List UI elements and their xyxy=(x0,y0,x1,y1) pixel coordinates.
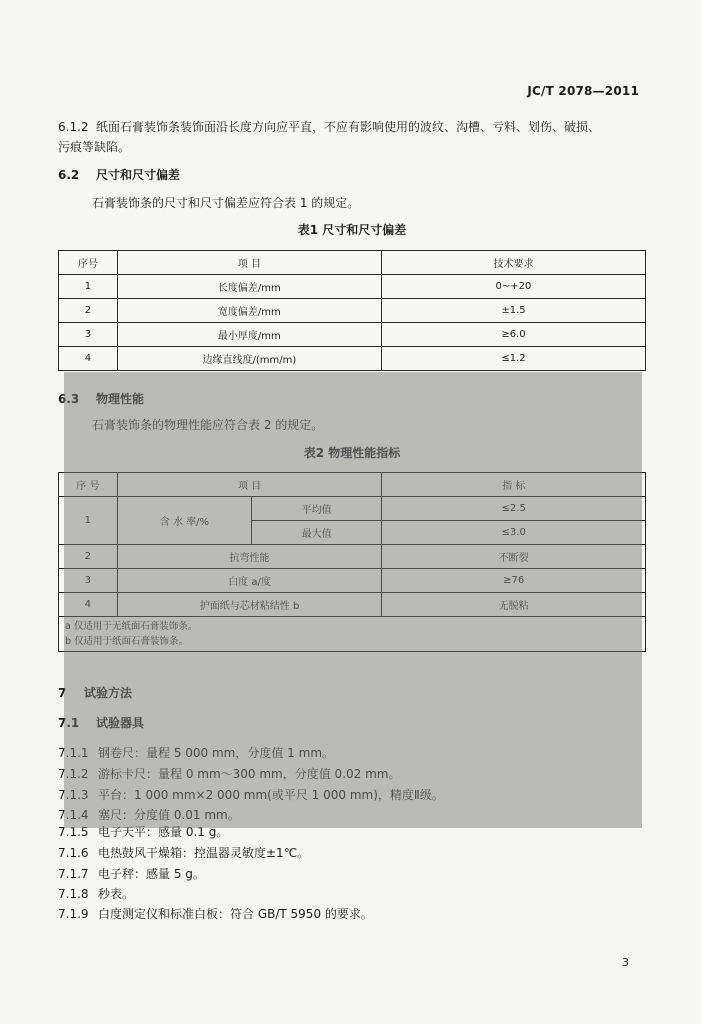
table-cell: ≤2.5 xyxy=(382,497,646,521)
list-item xyxy=(58,786,444,803)
table-cell: 1 xyxy=(59,497,118,545)
clause-number: 6.1.2 xyxy=(58,120,89,134)
list-item xyxy=(58,765,400,782)
clause-text: 平台：1 000 mm×2 000 mm(或平尺 1 000 mm)，精度Ⅱ级。 xyxy=(98,788,444,802)
table-cell: ±1.5 xyxy=(381,299,645,323)
table-cell: ≤1.2 xyxy=(381,347,645,371)
clause-text: 游标卡尺：量程 0 mm～300 mm，分度值 0.02 mm。 xyxy=(98,767,401,781)
section-title: 物理性能 xyxy=(96,392,145,406)
table-cell: 边缘直线度/(mm/m) xyxy=(117,347,381,371)
clause-text: 秒表。 xyxy=(98,887,135,901)
table-cell: 不断裂 xyxy=(382,545,646,569)
table-row xyxy=(59,347,646,371)
table-cell: ≥6.0 xyxy=(381,323,645,347)
footnote: b 仅适用于纸面石膏装饰条。 xyxy=(65,636,189,647)
table-header-cell: 序 号 xyxy=(59,473,118,497)
clause-number: 7.1.3 xyxy=(58,788,89,802)
table-cell: ≥76 xyxy=(382,569,646,593)
list-item xyxy=(58,823,228,840)
table-cell: 长度偏差/mm xyxy=(117,275,381,299)
clause-number: 7.1.7 xyxy=(58,867,89,881)
clause-number: 7.1.8 xyxy=(58,887,89,901)
table-row xyxy=(59,593,646,617)
table-row xyxy=(59,545,646,569)
section-7-heading xyxy=(58,684,132,701)
footnote-cell xyxy=(59,617,646,652)
document-code: JC/T 2078—2011 xyxy=(527,84,639,98)
table-cell: 2 xyxy=(59,545,118,569)
clause-text: 电子秤：感量 5 g。 xyxy=(98,867,205,881)
table-header-cell: 指 标 xyxy=(382,473,646,497)
section-title: 试验器具 xyxy=(96,716,145,730)
table-cell: 4 xyxy=(59,593,118,617)
table-row xyxy=(59,299,646,323)
clause-text: 纸面石膏装饰条装饰面沿长度方向应平直，不应有影响使用的波纹、沟槽、亏料、划伤、破损、 xyxy=(96,120,601,134)
table1 xyxy=(58,250,646,371)
clause-text: 塞尺：分度值 0.01 mm。 xyxy=(98,808,240,822)
table-cell: ≤3.0 xyxy=(382,521,646,545)
table-cell: 0~+20 xyxy=(381,275,645,299)
table-cell: 含 水 率/% xyxy=(117,497,251,545)
section-number: 6.2 xyxy=(58,168,80,182)
table-cell: 最小厚度/mm xyxy=(117,323,381,347)
list-item xyxy=(58,806,240,823)
table-cell: 最大值 xyxy=(252,521,382,545)
table-cell: 宽度偏差/mm xyxy=(117,299,381,323)
table-cell: 3 xyxy=(59,323,118,347)
table-cell: 1 xyxy=(59,275,118,299)
list-item xyxy=(58,844,309,861)
table-header-cell: 序号 xyxy=(59,251,118,275)
table1-caption: 表1 尺寸和尺寸偏差 xyxy=(297,223,407,237)
section-number: 6.3 xyxy=(58,392,80,406)
table2-caption: 表2 物理性能指标 xyxy=(303,446,401,460)
section-6-2-body: 石膏装饰条的尺寸和尺寸偏差应符合表 1 的规定。 xyxy=(92,196,360,210)
clause-text: 白度测定仪和标准白板：符合 GB/T 5950 的要求。 xyxy=(98,907,373,921)
table-header-row xyxy=(59,251,646,275)
clause-number: 7.1.1 xyxy=(58,746,89,760)
clause-number: 7.1.4 xyxy=(58,808,89,822)
list-item xyxy=(58,744,334,761)
clause-number: 7.1.2 xyxy=(58,767,89,781)
clause-text: 钢卷尺：量程 5 000 mm，分度值 1 mm。 xyxy=(98,746,335,760)
clause-number: 7.1.9 xyxy=(58,907,89,921)
section-6-3-heading xyxy=(58,390,144,407)
clause-6-1-2 xyxy=(58,118,600,135)
list-item xyxy=(58,865,205,882)
table-cell: 2 xyxy=(59,299,118,323)
table-cell: 护面纸与芯材粘结性 b xyxy=(117,593,382,617)
table-row xyxy=(59,275,646,299)
table-header-cell: 项 目 xyxy=(117,473,382,497)
table-cell: 白度 a/度 xyxy=(117,569,382,593)
table-header-cell: 技术要求 xyxy=(381,251,645,275)
section-number: 7.1 xyxy=(58,716,80,730)
clause-number: 7.1.6 xyxy=(58,846,89,860)
list-item xyxy=(58,905,373,922)
clause-number: 7.1.5 xyxy=(58,825,89,839)
table-cell: 3 xyxy=(59,569,118,593)
table-cell: 平均值 xyxy=(252,497,382,521)
table-row xyxy=(59,497,646,521)
table-row xyxy=(59,323,646,347)
section-6-3-body: 石膏装饰条的物理性能应符合表 2 的规定。 xyxy=(92,418,324,432)
page-number: 3 xyxy=(622,956,629,969)
footnote: a 仅适用于无纸面石膏装饰条。 xyxy=(65,621,198,632)
section-title: 试验方法 xyxy=(84,686,133,700)
list-item xyxy=(58,885,134,902)
table-cell: 抗弯性能 xyxy=(117,545,382,569)
table2 xyxy=(58,472,646,652)
table-row xyxy=(59,569,646,593)
clause-6-1-2-continued: 污痕等缺陷。 xyxy=(58,140,131,154)
clause-text: 电子天平：感量 0.1 g。 xyxy=(98,825,229,839)
section-number: 7 xyxy=(58,686,67,700)
table-cell: 4 xyxy=(59,347,118,371)
table-header-cell: 项 目 xyxy=(117,251,381,275)
clause-text: 电热鼓风干燥箱：控温器灵敏度±1℃。 xyxy=(98,846,310,860)
table-footnotes xyxy=(59,617,646,652)
table-header-row xyxy=(59,473,646,497)
section-title: 尺寸和尺寸偏差 xyxy=(96,168,181,182)
section-6-2-heading xyxy=(58,166,180,183)
table-cell: 无脱粘 xyxy=(382,593,646,617)
section-7-1-heading xyxy=(58,714,144,731)
